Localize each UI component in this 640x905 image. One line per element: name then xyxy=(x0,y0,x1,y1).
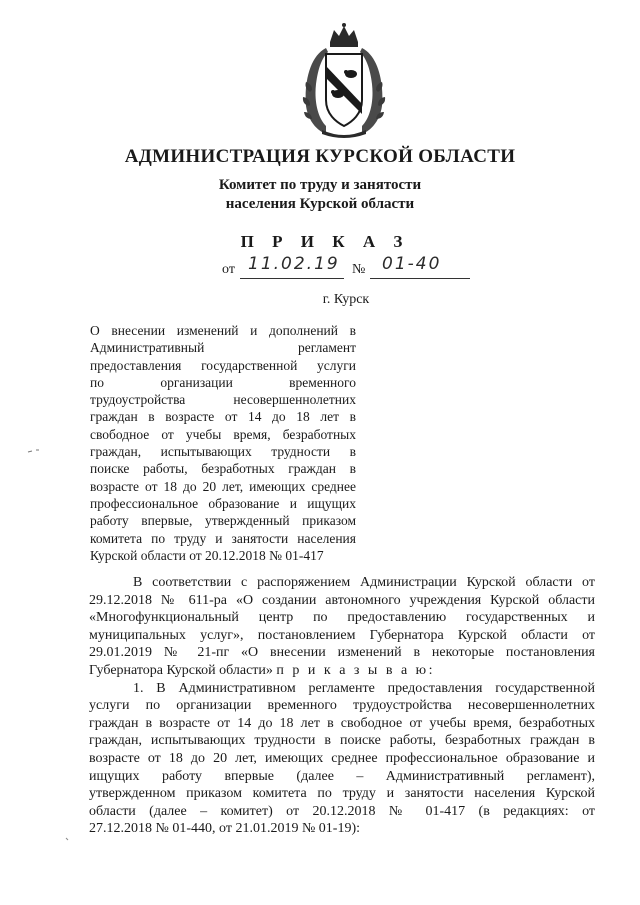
body-line: 27.12.2018 № 01-440, от 21.01.2019 № 01-19): xyxy=(89,821,361,837)
subject-line: предоставления государственной услуги xyxy=(90,357,356,373)
subject-line: комитета по труду и занятости населения xyxy=(90,530,356,546)
subject-line: граждан, испытывающих трудности в xyxy=(90,444,356,460)
body-line: возрасте от 18 до 20 лет, имеющих среднее профессиональное образование и xyxy=(89,750,595,766)
body-line-with-order-word xyxy=(89,662,595,680)
subject-line: О внесении изменений и дополнений в xyxy=(90,323,356,338)
body-line: граждан в возрасте от 14 до 18 лет в свободное от учебы время, безработных xyxy=(89,715,595,731)
body-line: услуги по организации временного трудоустройства несовершеннолетних xyxy=(89,698,595,714)
subject-line: возрасте от 18 до 20 лет, имеющих среднее xyxy=(90,478,356,494)
body-line: муниципальных услуг», постановлением Губернатора Курской области от xyxy=(89,627,595,643)
order-subject xyxy=(90,322,356,564)
subject-line: поиске работы, безработных граждан в xyxy=(90,461,356,477)
subject-line: работу впервые, утвержденный приказом xyxy=(90,513,356,529)
order-body xyxy=(89,574,595,838)
coat-of-arms-emblem xyxy=(296,22,392,140)
number-handwritten: 01-40 xyxy=(382,254,442,274)
subject-line: по организации временного xyxy=(90,374,356,390)
committee-line-2: населения Курской области xyxy=(225,196,415,212)
body-line-text: Губернатора Курской области» xyxy=(89,662,273,678)
body-line: В соответствии с распоряжением Администрации Курской области от xyxy=(133,575,595,590)
committee-line-1: Комитет по труду и занятости xyxy=(218,177,422,193)
body-line: «Многофункциональный центр по предоставлению государственных и xyxy=(89,610,595,626)
subject-line: Административный регламент xyxy=(90,340,356,356)
order-date-number xyxy=(222,254,482,280)
body-line: ищущих работу впервые (далее – Административный регламент), xyxy=(89,768,595,784)
body-line: 1. В Административном регламенте предоставления государственной xyxy=(133,680,595,696)
subject-line: свободное от учебы время, безработных xyxy=(90,426,356,442)
city-name: г. Курск xyxy=(322,292,370,307)
organization-title: АДМИНИСТРАЦИЯ КУРСКОЙ ОБЛАСТИ xyxy=(124,146,516,167)
document-type: П Р И К А З xyxy=(240,232,410,251)
subject-line: трудоустройства несовершеннолетних xyxy=(90,392,356,408)
date-label: от xyxy=(222,262,235,277)
subject-line: профессиональное образование и ищущих xyxy=(90,495,356,511)
body-line: утвержденном приказом комитета по труду и занятости населения Курской xyxy=(89,786,595,802)
body-line: 29.12.2018 № 611-ра «О создании автономного учреждения Курской области xyxy=(89,592,595,608)
committee-name xyxy=(0,176,640,214)
body-line: 29.01.2019 № 21-пг «О внесении изменений в некоторые постановления xyxy=(89,645,595,661)
body-line: области (далее – комитет) от 20.12.2018 № 01-417 (в редакциях: от xyxy=(89,803,595,819)
number-label: № xyxy=(352,262,366,277)
subject-line: Курской области от 20.12.2018 № 01-417 xyxy=(90,547,324,563)
subject-line: граждан в возрасте от 14 до 18 лет в xyxy=(90,409,356,425)
date-handwritten: 11.02.19 xyxy=(248,254,340,274)
body-line: граждан, испытывающих трудности в поиске работы, безработных граждан в xyxy=(89,733,595,749)
order-word: п р и к а з ы в а ю: xyxy=(276,662,436,678)
